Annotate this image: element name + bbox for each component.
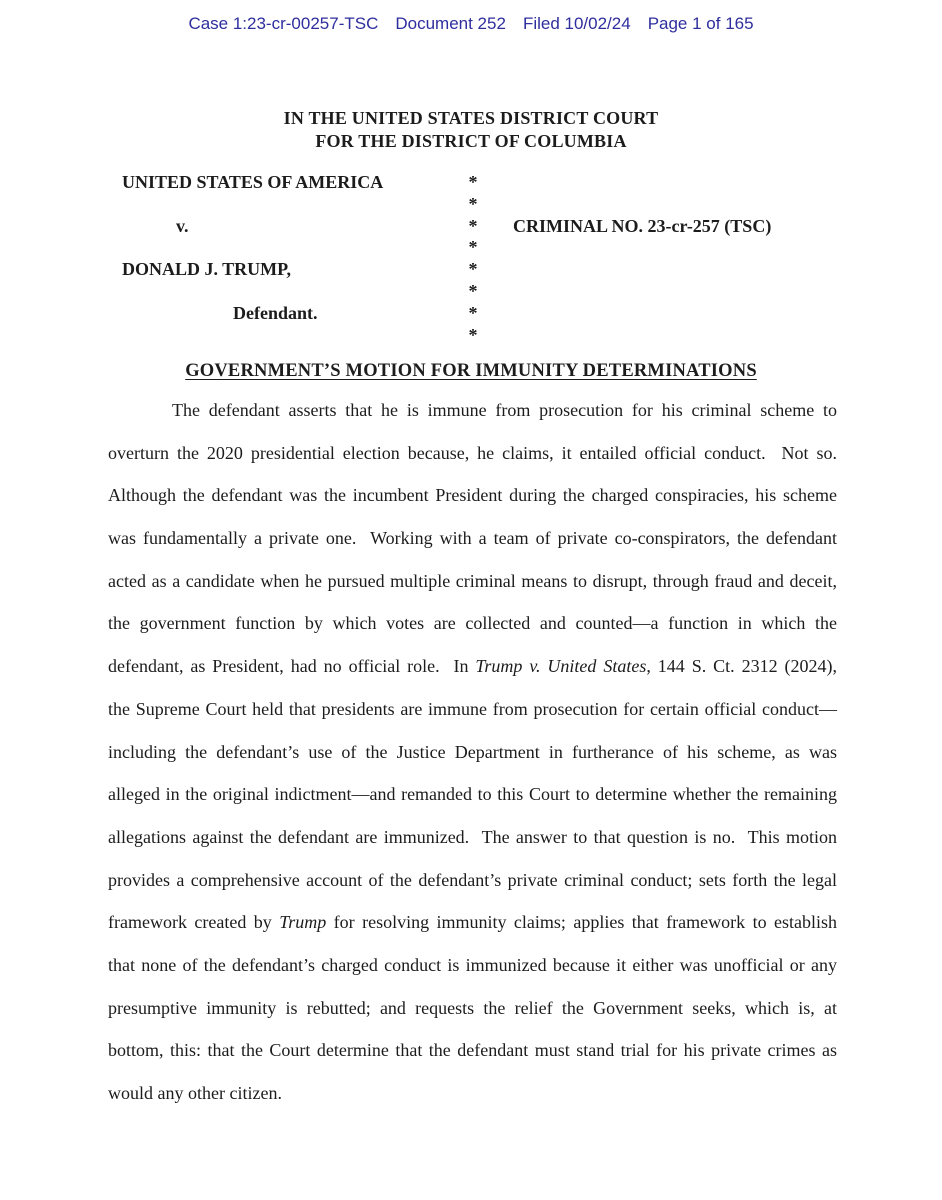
body-line: alleged in the original indictment—and remanded to this Court to determine whether the remaining <box>108 784 837 805</box>
body-line: presumptive immunity is rebutted; and requests the relief the Government seeks, which is, at <box>108 997 837 1018</box>
caption-party-text: DONALD J. TRUMP, <box>122 259 292 280</box>
body-line: that none of the defendant’s charged conduct is immunized because it either was unofficial or any <box>108 954 837 975</box>
body-line: the government function by which votes are collected and counted—a function in which the <box>108 613 837 634</box>
caption-row <box>122 172 842 194</box>
court-title-line1: IN THE UNITED STATES DISTRICT COURT <box>283 108 659 128</box>
caption-row <box>122 303 842 325</box>
body-line: Although the defendant was the incumbent President during the charged conspiracies, his scheme <box>108 485 837 506</box>
caption-row <box>122 216 842 238</box>
caption-asterisk: * <box>468 193 478 214</box>
caption-row <box>122 281 842 303</box>
body-line: including the defendant’s use of the Justice Department in furtherance of his scheme, as was <box>108 741 837 762</box>
caption-row <box>122 259 842 281</box>
caption-asterisk: * <box>468 259 478 280</box>
court-title-line2: FOR THE DISTRICT OF COLUMBIA <box>315 130 627 151</box>
caption-row <box>122 325 842 347</box>
body-line: provides a comprehensive account of the defendant’s private criminal conduct; sets forth the legal <box>108 869 837 890</box>
caption-row <box>122 194 842 216</box>
stamp-page-count: Page 1 of 165 <box>647 14 754 33</box>
caption-asterisk: * <box>468 302 478 323</box>
stamp-filed-date: Filed 10/02/24 <box>522 14 631 33</box>
body-line: overturn the 2020 presidential election because, he claims, it entailed official conduct. Not so. <box>108 442 837 463</box>
caption-party-text: v. <box>176 215 189 236</box>
caption-asterisk: * <box>468 215 478 236</box>
stamp-case-number: Case 1:23-cr-00257-TSC <box>188 14 379 33</box>
motion-heading: GOVERNMENT’S MOTION FOR IMMUNITY DETERMINATIONS <box>185 361 757 381</box>
body-line: bottom, this: that the Court determine that the defendant must stand trial for his private crimes as <box>108 1040 837 1061</box>
caption-asterisk: * <box>468 172 478 192</box>
caption-case-number: CRIMINAL NO. 23-cr-257 (TSC) <box>513 215 772 236</box>
body-line: was fundamentally a private one. Working with a team of private co-conspirators, the defendant <box>108 528 837 549</box>
body-line: allegations against the defendant are immunized. The answer to that question is no. This motion <box>108 826 837 847</box>
body-line: the Supreme Court held that presidents are immune from prosecution for certain official conduct— <box>108 698 837 719</box>
caption-party-text: Defendant. <box>233 302 318 323</box>
body-line: framework created by Trump for resolving immunity claims; applies that framework to establish <box>108 912 837 933</box>
stamp-document-number: Document 252 <box>395 14 506 33</box>
court-title <box>0 107 942 152</box>
motion-body <box>108 389 837 1115</box>
body-line: would any other citizen. <box>108 1083 282 1103</box>
caption-asterisk: * <box>468 280 478 301</box>
caption-party-text: UNITED STATES OF AMERICA <box>122 172 384 192</box>
caption-row <box>122 237 842 259</box>
body-line: The defendant asserts that he is immune from prosecution for his criminal scheme to <box>172 400 837 420</box>
ecf-stamp <box>0 13 942 35</box>
body-line: acted as a candidate when he pursued multiple criminal means to disrupt, through fraud and deceit, <box>108 570 837 591</box>
case-caption <box>122 172 842 346</box>
caption-asterisk: * <box>468 237 478 258</box>
caption-asterisk: * <box>468 324 478 345</box>
body-line: defendant, as President, had no official role. In Trump v. United States, 144 S. Ct. 2312 (2024), <box>108 656 837 677</box>
